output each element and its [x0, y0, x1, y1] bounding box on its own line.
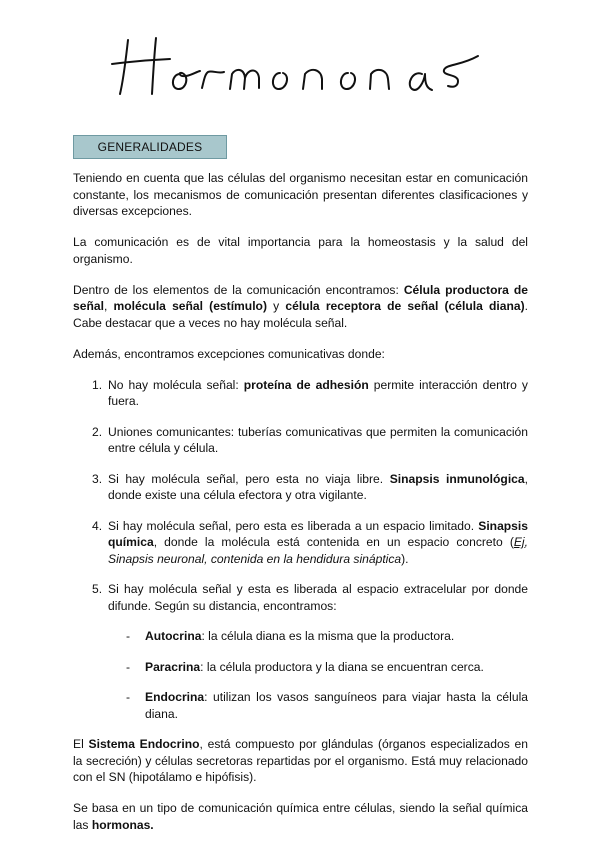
term-paracrina: Paracrina: [145, 659, 201, 674]
text-run: : utilizan los vasos sanguíneos para viajar hasta la célula diana.: [145, 690, 528, 721]
text-run: Si hay molécula señal, pero esta es liberada a un espacio limitado.: [108, 518, 479, 533]
text-run: No hay molécula señal:: [108, 377, 244, 392]
section-heading-generalidades: GENERALIDADES: [73, 135, 227, 159]
dash-bullet: -: [126, 690, 131, 704]
exceptions-list: [73, 377, 528, 615]
list-number: 4.: [92, 518, 103, 533]
text-run: Si hay molécula señal y esta es liberada al espacio extracelular por donde difunde. Según su distancia, encontramos:: [108, 582, 528, 613]
paragraph-intro: Teniendo en cuenta que las células del organismo necesitan estar en comunicación constante, los mecanismos de comunicación presentan diferentes clasificaciones y diversas excepciones.: [73, 171, 528, 218]
text-run: : la célula productora y la diana se encuentran cerca.: [200, 659, 484, 674]
text-run: permite interacción dentro y fuera.: [108, 377, 528, 408]
term-endocrina: Endocrina: [145, 690, 205, 704]
text-run: ,: [103, 299, 114, 313]
dash-bullet: -: [126, 629, 131, 643]
list-item: [73, 424, 528, 457]
list-item: [73, 518, 528, 568]
text-run: . Cabe destacar que a veces no hay molécula señal.: [73, 299, 528, 330]
list-item: [73, 581, 528, 614]
text-run: Se basa en un tipo de comunicación química entre células, siendo la señal química las: [73, 801, 528, 832]
list-number: 1.: [92, 377, 103, 392]
term-molecula-senal: molécula señal (estímulo): [113, 299, 267, 313]
sub-list-item: [73, 628, 528, 645]
text-run: , está compuesto por glándulas (órganos especializados en la secreción) y células secretoras repartidas por el organismo. Está muy relacionado con el SN (hipotálamo e hipófisis).: [73, 737, 528, 784]
paragraph-hormonas: [73, 800, 528, 833]
text-run: Dentro de los elementos de la comunicación encontramos:: [73, 282, 404, 297]
dash-bullet: -: [126, 659, 131, 674]
document-body: [73, 170, 528, 848]
text-run: Uniones comunicantes: tuberías comunicativas que permiten la comunicación entre célula y célula.: [108, 424, 528, 455]
list-item: [73, 377, 528, 410]
term-celula-receptora: célula receptora de señal (célula diana): [285, 299, 525, 313]
sub-list-item: [73, 659, 528, 676]
term-autocrina: Autocrina: [145, 629, 202, 643]
list-number: 2.: [92, 424, 103, 439]
text-run: y: [266, 299, 286, 313]
list-item: [73, 471, 528, 504]
paragraph-exceptions: Además, encontramos excepciones comunicativas donde:: [73, 346, 385, 361]
paragraph-sistema-endocrino: [73, 736, 528, 786]
list-number: 3.: [92, 471, 103, 486]
text-run: : la célula diana es la misma que la productora.: [201, 629, 455, 643]
sub-list-item: [73, 689, 528, 722]
term-hormonas: hormonas.: [91, 817, 154, 832]
distance-types-list: [73, 628, 528, 722]
term-sinapsis-quimica: Sinapsis química: [108, 518, 528, 549]
text-run: Si hay molécula señal, pero esta no viaja libre.: [108, 471, 390, 486]
title-hormonas: [108, 22, 498, 102]
term-sinapsis-inmunologica: Sinapsis inmunológica: [389, 471, 525, 486]
term-proteina-adhesion: proteína de adhesión: [243, 377, 369, 392]
term-celula-productora: Célula productora de señal: [73, 282, 528, 313]
text-run: , donde existe una célula efectora y otra vigilante.: [108, 471, 529, 502]
list-number: 5.: [92, 582, 103, 596]
text-run: ).: [401, 551, 409, 566]
text-run: , donde la molécula está contenida en un espacio concreto (: [153, 535, 514, 549]
text-run: El: [73, 737, 89, 751]
term-sistema-endocrino: Sistema Endocrino: [88, 737, 200, 751]
example-text: , Sinapsis neuronal, contenida en la hendidura sináptica: [108, 535, 528, 566]
example-abbrev: Ej: [513, 535, 525, 549]
paragraph-importance: La comunicación es de vital importancia para la homeostasis y la salud del organismo.: [73, 235, 528, 266]
paragraph-elements: [73, 282, 528, 332]
